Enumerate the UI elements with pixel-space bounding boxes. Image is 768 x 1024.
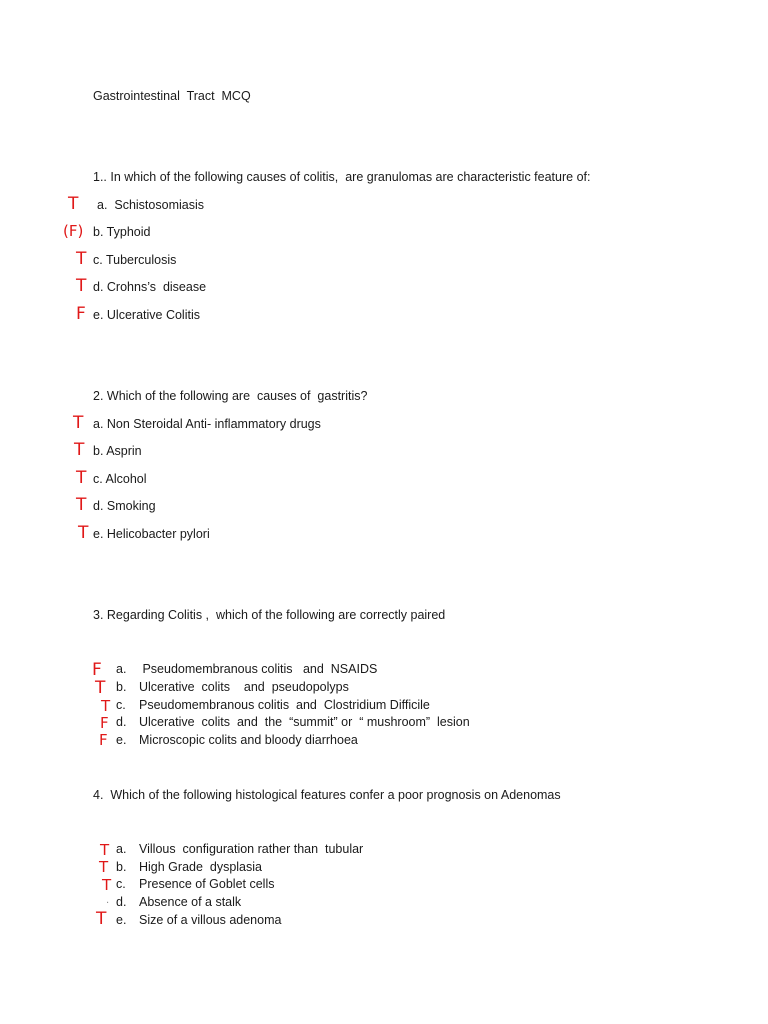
answer-mark: T: [74, 440, 85, 460]
question-2-option-d: d. Smoking: [93, 499, 156, 513]
answer-mark: T: [95, 678, 106, 698]
question-3-option-a-letter: a.: [116, 662, 127, 676]
question-2-text: 2. Which of the following are causes of gastritis?: [93, 389, 368, 403]
question-2-option-a: a. Non Steroidal Anti- inflammatory drugs: [93, 417, 321, 431]
question-4-option-d-letter: d.: [116, 895, 127, 909]
answer-mark: T: [96, 909, 107, 929]
question-3-option-a: Pseudomembranous colitis and NSAIDS: [139, 662, 378, 676]
question-1-option-b: b. Typhoid: [93, 225, 151, 239]
question-3-option-d: Ulcerative colits and the “summit” or “ mushroom” lesion: [139, 715, 470, 729]
question-1-option-c: c. Tuberculosis: [93, 253, 177, 267]
question-3-text: 3. Regarding Colitis , which of the following are correctly paired: [93, 608, 446, 622]
answer-mark: (F): [63, 222, 84, 240]
question-4-option-b-letter: b.: [116, 860, 127, 874]
question-3-option-d-letter: d.: [116, 715, 127, 729]
question-4-text: 4. Which of the following histological features confer a poor prognosis on Adenomas: [93, 788, 561, 802]
question-3-option-c-letter: c.: [116, 698, 126, 712]
answer-mark: ·: [106, 898, 110, 909]
question-1-option-a: a. Schistosomiasis: [97, 198, 204, 212]
question-4-option-e: Size of a villous adenoma: [139, 913, 282, 927]
answer-mark: T: [76, 495, 87, 515]
answer-mark: T: [68, 194, 79, 214]
question-3-option-c: Pseudomembranous colitis and Clostridium Difficile: [139, 698, 430, 712]
answer-mark: T: [76, 468, 87, 488]
question-4-option-b: High Grade dysplasia: [139, 860, 262, 874]
question-1-option-e: e. Ulcerative Colitis: [93, 308, 200, 322]
answer-mark: F: [100, 714, 109, 732]
question-4-option-e-letter: e.: [116, 913, 127, 927]
question-4-option-a-letter: a.: [116, 842, 127, 856]
answer-mark: T: [99, 858, 109, 876]
answer-mark: T: [100, 841, 110, 859]
answer-mark: T: [76, 249, 87, 269]
answer-mark: T: [78, 523, 89, 543]
answer-mark: F: [99, 731, 108, 749]
question-1-option-d: d. Crohns’s disease: [93, 280, 207, 294]
question-1-text: 1.. In which of the following causes of colitis, are granulomas are characteristic feature of:: [93, 170, 591, 184]
question-4-option-a: Villous configuration rather than tubular: [139, 842, 364, 856]
answer-mark: T: [73, 413, 84, 433]
answer-mark: T: [101, 697, 111, 715]
answer-mark: F: [92, 660, 102, 680]
question-3-option-e-letter: e.: [116, 733, 127, 747]
question-2-option-e: e. Helicobacter pylori: [93, 527, 210, 541]
answer-mark: T: [76, 276, 87, 296]
question-2-option-b: b. Asprin: [93, 444, 142, 458]
question-3-option-b-letter: b.: [116, 680, 127, 694]
question-3-option-b: Ulcerative colits and pseudopolyps: [139, 680, 349, 694]
question-2-option-c: c. Alcohol: [93, 472, 147, 486]
document-title: Gastrointestinal Tract MCQ: [93, 89, 251, 103]
question-3-option-e: Microscopic colits and bloody diarrhoea: [139, 733, 358, 747]
answer-mark: F: [76, 304, 86, 324]
question-4-option-c-letter: c.: [116, 877, 126, 891]
answer-mark: T: [102, 876, 112, 894]
question-4-option-c: Presence of Goblet cells: [139, 877, 275, 891]
question-4-option-d: Absence of a stalk: [139, 895, 242, 909]
